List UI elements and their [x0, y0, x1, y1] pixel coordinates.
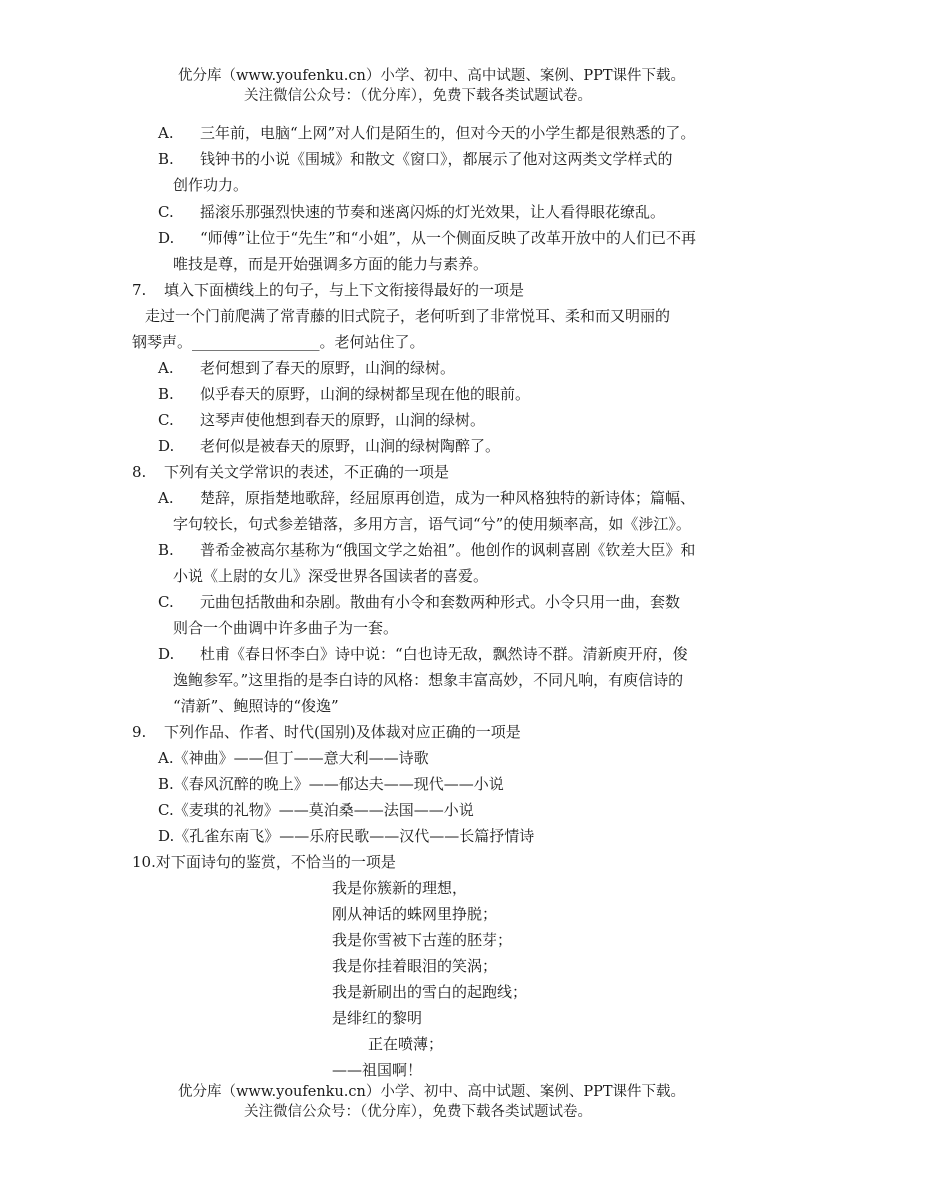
poem-line-7: 正在喷薄； — [368, 1035, 444, 1053]
q6-option-d-cont: 唯技是尊，而是开始强调多方面的能力与素养。 — [173, 255, 489, 273]
q7-option-a: A. 老何想到了春天的原野，山涧的绿树。 — [158, 359, 456, 377]
poem-line-8: ——祖国啊！ — [332, 1061, 423, 1079]
poem-line-5: 我是新刷出的雪白的起跑线； — [332, 983, 528, 1001]
q7-passage-line-2: 钢琴声。_________________。老何站住了。 — [132, 333, 425, 351]
q8-option-b-cont: 小说《上尉的女儿》深受世界各国读者的喜爱。 — [173, 567, 489, 585]
q6-option-b-cont: 创作功力。 — [173, 176, 249, 194]
q8-option-b: B. 普希金被高尔基称为“俄国文学之始祖”。他创作的讽刺喜剧《钦差大臣》和 — [158, 541, 696, 559]
q8-option-d: D. 杜甫《春日怀李白》诗中说：“白也诗无敌，飘然诗不群。清新庾开府，俊 — [158, 645, 688, 663]
q7-passage-line-1: 走过一个门前爬满了常青藤的旧式院子，老何听到了非常悦耳、柔和而又明丽的 — [145, 307, 671, 325]
q8-option-d-cont-1: 逸鲍参军。”这里指的是李白诗的风格：想象丰富高妙，不同凡响，有庾信诗的 — [173, 671, 684, 689]
q9-option-a: A.《神曲》——但丁——意大利——诗歌 — [158, 749, 429, 767]
q6-option-a: A. 三年前，电脑“上网”对人们是陌生的，但对今天的小学生都是很熟悉的了。 — [158, 124, 696, 142]
poem-line-1: 我是你簇新的理想， — [332, 879, 468, 897]
header-line-1: 优分库（www.youfenku.cn）小学、初中、高中试题、案例、PPT课件下载。 — [178, 68, 686, 84]
poem-line-2: 刚从神话的蛛网里挣脱； — [332, 905, 498, 923]
q6-option-b: B. 钱钟书的小说《围城》和散文《窗口》，都展示了他对这两类文学样式的 — [158, 150, 673, 168]
q8-option-c: C. 元曲包括散曲和杂剧。散曲有小令和套数两种形式。小令只用一曲，套数 — [158, 593, 681, 611]
q7-option-d: D. 老何似是被春天的原野，山涧的绿树陶醉了。 — [158, 437, 501, 455]
q8-option-d-cont-2: “清新”、鲍照诗的“俊逸” — [173, 697, 339, 715]
q8-option-a: A. 楚辞，原指楚地歌辞，经屈原再创造，成为一种风格独特的新诗体；篇幅、 — [158, 489, 696, 507]
poem-line-4: 我是你挂着眼泪的笑涡； — [332, 957, 498, 975]
footer-line-1: 优分库（www.youfenku.cn）小学、初中、高中试题、案例、PPT课件下载。 — [178, 1084, 686, 1100]
q7-stem: 7. 填入下面横线上的句子，与上下文衔接得最好的一项是 — [132, 281, 525, 299]
q7-option-b: B. 似乎春天的原野，山涧的绿树都呈现在他的眼前。 — [158, 385, 531, 403]
q6-option-d: D. “师傅”让位于“先生”和“小姐”，从一个侧面反映了改革开放中的人们已不再 — [158, 229, 697, 247]
q9-option-d: D.《孔雀东南飞》——乐府民歌——汉代——长篇抒情诗 — [158, 827, 535, 845]
q9-option-b: B.《春风沉醉的晚上》——郁达夫——现代——小说 — [158, 775, 504, 793]
poem-line-3: 我是你雪被下古莲的胚芽； — [332, 931, 513, 949]
q8-option-a-cont: 字句较长，句式参差错落，多用方言，语气词“兮”的使用频率高，如《涉江》。 — [173, 515, 691, 533]
footer-line-2: 关注微信公众号：（优分库），免费下载各类试题试卷。 — [244, 1104, 592, 1120]
q6-option-c: C. 摇滚乐那强烈快速的节奏和迷离闪烁的灯光效果，让人看得眼花缭乱。 — [158, 203, 666, 221]
q8-option-c-cont: 则合一个曲调中许多曲子为一套。 — [173, 619, 399, 637]
q10-stem: 10.对下面诗句的鉴赏，不恰当的一项是 — [132, 853, 396, 871]
poem-line-6: 是绯红的黎明 — [332, 1009, 423, 1027]
q7-option-c: C. 这琴声使他想到春天的原野，山涧的绿树。 — [158, 411, 486, 429]
q9-stem: 9. 下列作品、作者、时代(国别)及体裁对应正确的一项是 — [132, 723, 521, 741]
q9-option-c: C.《麦琪的礼物》——莫泊桑——法国——小说 — [158, 801, 474, 819]
q8-stem: 8. 下列有关文学常识的表述，不正确的一项是 — [132, 463, 450, 481]
header-line-2: 关注微信公众号：（优分库），免费下载各类试题试卷。 — [244, 88, 592, 104]
